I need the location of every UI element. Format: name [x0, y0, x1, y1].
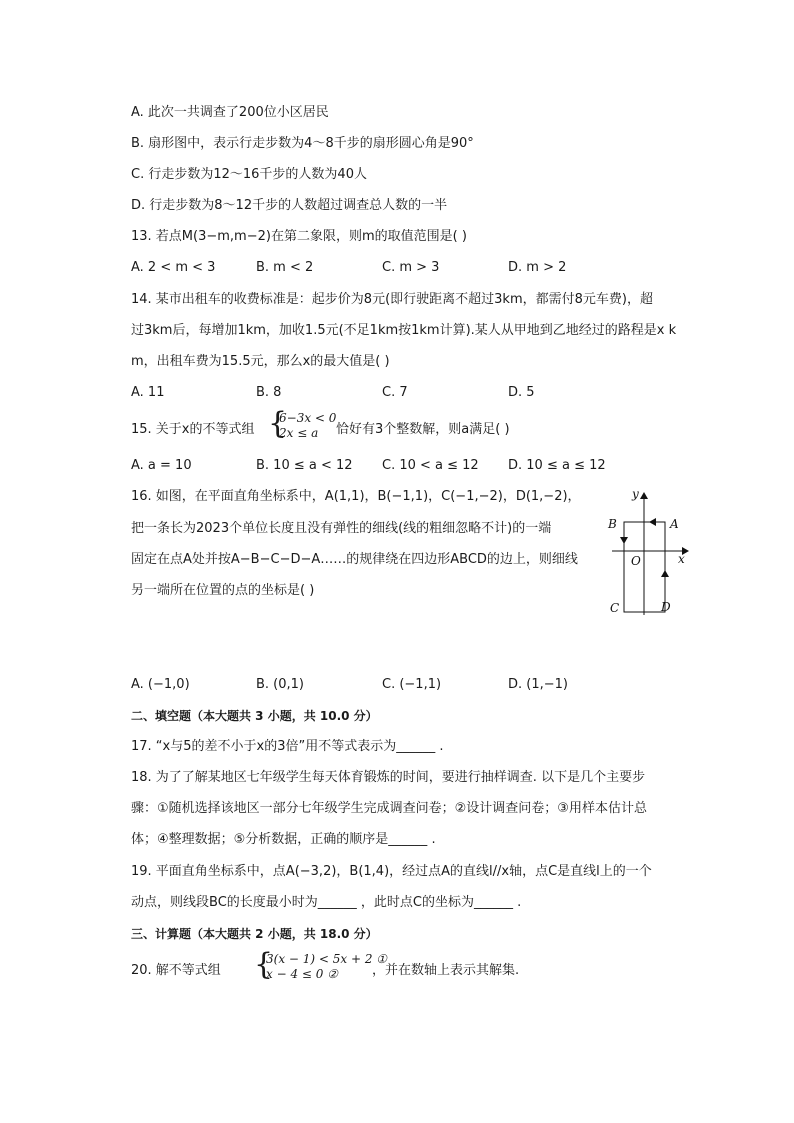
q19-line1: 19. 平面直角坐标系中，点A(−3,2)，B(1,4)，经过点A的直线l//x轴，点C是直线l上的一个: [131, 864, 652, 879]
q14-option-b: B. 8: [256, 385, 282, 400]
point-a-label: A: [670, 517, 679, 531]
q12-option-a: A. 此次一共调查了200位小区居民: [131, 105, 329, 120]
q15-suffix: 恰好有3个整数解，则a满足( ): [336, 422, 510, 437]
q16-option-d: D. (1,−1): [508, 677, 568, 692]
q14-line1: 14. 某市出租车的收费标准是：起步价为8元(即行驶距离不超过3km，都需付8元车费)，超: [131, 292, 653, 307]
q13-stem: 13. 若点M(3−m,m−2)在第二象限，则m的取值范围是( ): [131, 229, 467, 244]
q15-system-line2: 2x ≤ a: [279, 426, 319, 440]
q14-option-c: C. 7: [382, 385, 408, 400]
q14-line2: 过3km后，每增加1km，加收1.5元(不足1km按1km计算).某人从甲地到乙地经过的路程是x k: [131, 323, 677, 338]
q13-option-a: A. 2 < m < 3: [131, 260, 216, 275]
q15-brace: {: [268, 406, 288, 441]
q12-option-d: D. 行走步数为8～12千步的人数超过调查总人数的一半: [131, 198, 448, 213]
q15-option-b: B. 10 ≤ a < 12: [256, 458, 353, 473]
q15-option-a: A. a = 10: [131, 458, 192, 473]
q15-option-c: C. 10 < a ≤ 12: [382, 458, 479, 473]
q20-suffix: ，并在数轴上表示其解集.: [372, 963, 520, 978]
x-axis-label: x: [678, 552, 685, 566]
q12-option-b: B. 扇形图中，表示行走步数为4～8千步的扇形圆心角是90°: [131, 136, 474, 151]
q15-prefix: 15. 关于x的不等式组: [131, 422, 255, 437]
q13-option-b: B. m < 2: [256, 260, 314, 275]
y-axis-label: y: [632, 487, 639, 501]
q12-option-c: C. 行走步数为12～16千步的人数为40人: [131, 167, 367, 182]
q14-option-d: D. 5: [508, 385, 535, 400]
q16-line2: 把一条长为2023个单位长度且没有弹性的细线(线的粗细忽略不计)的一端: [131, 521, 552, 536]
point-d-label: D: [661, 600, 671, 614]
point-b-label: B: [608, 517, 617, 531]
q16-line3: 固定在点A处并按A−B−C−D−A……的规律绕在四边形ABCD的边上，则细线: [131, 552, 578, 567]
q17-stem: 17. “x与5的差不小于x的3倍”用不等式表示为______ .: [131, 739, 444, 754]
q13-option-d: D. m > 2: [508, 260, 567, 275]
q16-option-b: B. (0,1): [256, 677, 305, 692]
q16-line4: 另一端所在位置的点的坐标是( ): [131, 583, 315, 598]
q18-line1: 18. 为了了解某地区七年级学生每天体育锻炼的时间，要进行抽样调查. 以下是几个主要步: [131, 770, 646, 785]
q16-coordinate-figure: [600, 485, 700, 620]
q14-option-a: A. 11: [131, 385, 165, 400]
q14-line3: m，出租车费为15.5元，那么x的最大值是( ): [131, 354, 390, 369]
origin-label: O: [631, 554, 641, 568]
q16-line1: 16. 如图，在平面直角坐标系中，A(1,1)，B(−1,1)，C(−1,−2)，D(1,−2)，: [131, 489, 581, 504]
q16-option-a: A. (−1,0): [131, 677, 190, 692]
q15-option-d: D. 10 ≤ a ≤ 12: [508, 458, 606, 473]
q18-line3: 体；④整理数据；⑤分析数据，正确的顺序是______ .: [131, 832, 436, 847]
q20-system-line1: 3(x − 1) < 5x + 2 ①: [266, 952, 388, 966]
q18-line2: 骤：①随机选择该地区一部分七年级学生完成调查问卷；②设计调查问卷；③用样本估计总: [131, 801, 647, 816]
q20-prefix: 20. 解不等式组: [131, 963, 221, 978]
q19-line2: 动点，则线段BC的长度最小时为______ ，此时点C的坐标为______ .: [131, 895, 522, 910]
section-3-heading: 三、计算题（本大题共 2 小题，共 18.0 分）: [131, 927, 378, 941]
q13-option-c: C. m > 3: [382, 260, 440, 275]
section-2-heading: 二、填空题（本大题共 3 小题，共 10.0 分）: [131, 709, 378, 723]
q16-option-c: C. (−1,1): [382, 677, 442, 692]
q15-system-line1: 6−3x < 0: [279, 411, 337, 425]
point-c-label: C: [610, 601, 620, 615]
q20-system-line2: x − 4 ≤ 0 ②: [266, 967, 338, 981]
q20-brace: {: [254, 947, 274, 982]
